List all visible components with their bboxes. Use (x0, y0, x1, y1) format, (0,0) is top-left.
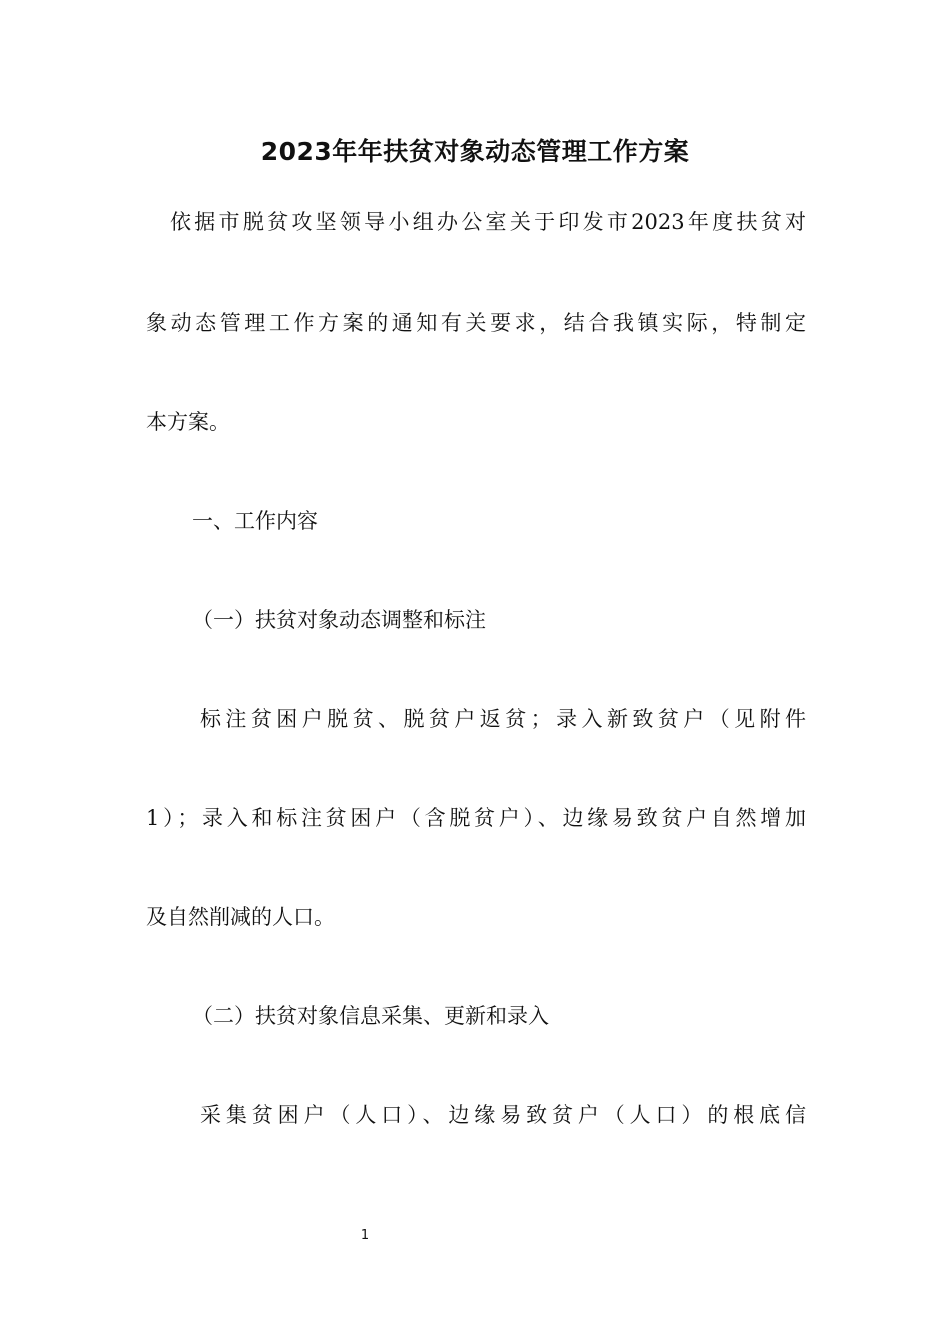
subsection-heading: （一）扶贫对象动态调整和标注 (192, 608, 486, 632)
subsection-heading: （二）扶贫对象信息采集、更新和录入 (192, 1004, 549, 1028)
section-heading: 一、工作内容 (192, 509, 318, 533)
paragraph-line: 采集贫困户（人口）、边缘易致贫户（人口）的根底信 (200, 1103, 806, 1127)
paragraph-line: 及自然削减的人口。 (146, 905, 335, 929)
document-title: 2023年年扶贫对象动态管理工作方案 (260, 137, 690, 166)
paragraph-line: 本方案。 (146, 410, 230, 434)
paragraph-line: 依据市脱贫攻坚领导小组办公室关于印发市2023年度扶贫对 (170, 210, 806, 234)
paragraph-line: 1）；录入和标注贫困户（含脱贫户）、边缘易致贫户自然增加 (146, 806, 806, 830)
paragraph-line: 标注贫困户脱贫、脱贫户返贫；录入新致贫户（见附件 (200, 707, 806, 731)
paragraph-line: 象动态管理工作方案的通知有关要求，结合我镇实际，特制定 (146, 311, 806, 335)
page-number: 1 (360, 1228, 370, 1243)
